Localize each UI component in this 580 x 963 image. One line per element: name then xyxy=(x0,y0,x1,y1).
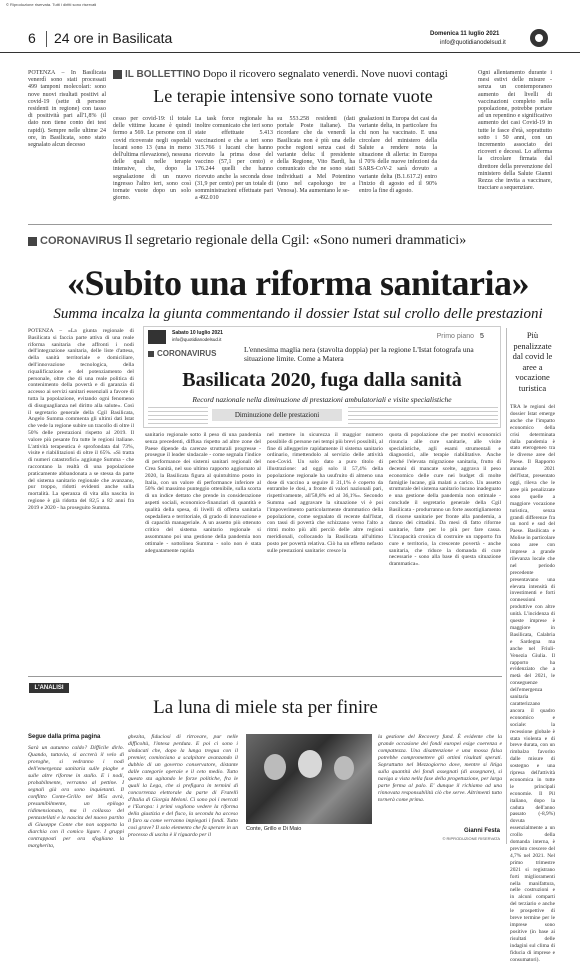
inset-text-block xyxy=(148,407,208,429)
inset-email: info@quotidianodelsud.it xyxy=(172,337,222,342)
article1-col1: POTENZA – In Basilicata venerdì sono stati processati 499 tamponi molecolari: sono nove nuovi risultati positivi al covid-19 (sette di persone residenti in regione) con tasso di positività pari all'1,8% (il dato non tiene conto dei test rapidi). Sempre nelle ultime 24 ore, in Basilicata, sono stato segnalato alcun decesso xyxy=(28,70,106,149)
article1-title: Le terapie intensive sono tornate vuote xyxy=(153,86,433,106)
article3-subhead: Segue dalla prima pagina xyxy=(28,734,101,740)
article2-col3: nel mettere in sicurezza il maggior numero possibile di persone nei tempi più brevi possibili, al fine di alleggerire rapidamente il sistema sanitario ordinario, rimettendolo al servizio delle attività non-Covid. Un solo dato a puro titolo di illustrazione: ad oggi solo il 57,4% della popolazione regionale ha usufruito di almeno una dose di vaccino a seguire il 31,1% è coperto da entrambe le dosi, a fronte di valori nazionali pari, rispettivamente, all'58,8% ed al 36,1%». Secondo Summa «ad aggravare la situazione vi è poi l'impoverimento particolarmente drammatico della popolazione, come segnalato di recente dall'Istat, con tassi di povertà che schizzano verso l'alto a ritmi molto più alti perciò delle altre regioni meridionali, collocando la Basilicata all'ultimo posto per povertà relativa. Ciò ha un effetto nefasto sulle prestazioni sanitarie: cresce la xyxy=(267,432,383,554)
article2-col4: quota di popolazione che per motivi economici rinuncia alle cure sanitarie, alle visite specialistiche, agli esami strumentali e diagnostici, alle terapie riabilitative. Anche perché l'elevata migrazione sanitaria, frutto di decenni di mancate scelte, aggrava il peso economico delle cure nei budget di molte famiglie lucane, già malati a carico. Un assetto strutturale del sistema sanitario lucano inadeguato e una gestione della pandemia non ottimale - conclude il segretario generale della Cgil Basilicata - produrranno un forte assottigliamento di risorse sanitarie per fronte alla pandemia, a danno dei cittadini. Da mesi di fatto riforme sanitarie, fatte per lo più per fare cassa. L'incapacità cronica di costruire un rapporto fra cure e territorio, la crescente povertà - anche sanitaria, che riduce la domanda di cure necessarie - sono alla base di questa situazione drammatica». xyxy=(389,432,501,568)
article2-col2: sanitario regionale sotto il peso di una pandemia senza precedenti, diffusa rispetto ad altre zone del Paese dipende da carenze strutturali progresse - prosegue il leader sindacale - come segnala l'indice di performance dei sistemi sanitari regionali del Crea Sanità, nel suo ultimo rapporto aggiornato al 2020, la Basilicata figura al quintultimo posto in Italia, con un valore di performance inferiore al 50% del massimo punteggio ottenibile, sulla scorta di un indice dettato che prende in considerazione aspetti sociali, economico-finanziari di quantità e qualità della spesa, di livelli di offerta sanitaria ospedaliera e territoriale, di grado di innovazione e di capacità manageriale. A un assetto più ottenuto critico del sistema sanitario regionale si assommano poi una gestione della pandemia non ottimale - sottolinea Summa - solo non è stata adeguatamente rapida xyxy=(145,432,261,554)
sidebar-divider xyxy=(506,328,507,844)
contact-email: info@quotidianodelsud.it xyxy=(440,40,506,46)
article1-kicker xyxy=(113,68,493,82)
article2-kicker xyxy=(28,233,552,251)
analisi-label: L'ANALISI xyxy=(29,683,69,693)
inset-page: 5 xyxy=(480,333,484,340)
article3-author: Gianni Festa xyxy=(463,828,500,834)
article3-col2: ghezita, fiduciosi di ritrovare, pur nelle difficoltà, l'intesa perduta. E poi ci sono i sindacati che, dopo la lunga tregua con il premier, cominciano a scalpitare avanzando il dubbio di un governo conservatore, distante dalle categorie operaie e il ceto medio. Tutto questo sta agitando le forze politiche, fra le quali la Lega, che si prefigura in termini di concorrenza elettorale da parte di Fratelli d'Italia di Giorgia Meloni. Ci sono poi i mercati e l'Europa: i primi vogliono vedere la riforma della giustizia e del fisco, la seconda ha acceso il faro su come verranno impiegati i fondi. Tutto così grave? Il solo elemento che fa sperare in un processo di uscita è il riguardo per il xyxy=(128,734,238,838)
article1-kicker-label: IL BOLLETTINO xyxy=(125,69,201,80)
inset-subtitle: Record nazionale nella diminuzione di prestazioni ambulatoriali e visite specialistiche xyxy=(192,395,452,404)
photo-conte-grillo-dimaio xyxy=(246,734,372,824)
inset-date: Sabato 10 luglio 2021 xyxy=(172,330,223,336)
article2-title: «Subito una riforma sanitaria» xyxy=(66,263,530,303)
side-text: TRA le regioni del dossier Istat emerge anche che l'impatto economico della crisi determinata dalla pandemia è stato eterogeneo tra le diverse aree del Paese. Il Rapporto annuale 2021 dell'Istat, presentato oggi, rileva che le aree più penalizzate sono quelle a maggiore vocazione turistica, senza grandi differenze fra un nord e sud del Paese. Basilicata e Molise in particolare sono aree con imprese a grande rilevanza locale che nel periodo precedente presentavano una elevata intensità di investimenti e forti connessioni produttive con altre unità. L'incidenza di queste imprese è maggiore in Basilicata, Calabria e Sardegna ma anche nel Friuli-Venezia Giulia. Il rapporto ha evidenziato che a metà del 2021, le conseguenze dell'emergenza sanitaria caratterizzano ancora il quadro economico e sociale: la recessione globale è stata violenta e di breve durata, con un rimbalzo favorito dalle misure di sostegno e una ripresa dell'attività economica in tutte le principali economie. Il Pil italiano, dopo la caduta dell'anno passato (-8,9%) dovuta essenzialmente a un crollo della domanda interna, è previsto crescere del 4,7% nel 2021. Nel primo trimestre 2021 si registrano forti miglioramenti nella manifattura, nelle costruzioni e in alcuni comparti del terziario e anche le prospettive di breve termine per le imprese sono positive (in base ai risultati delle indagini sul clima di fiducia di imprese e consumatori). xyxy=(510,404,555,963)
copyright-notice: © Riproduzione riservata. Tutti i diritti sono riservati xyxy=(6,2,97,7)
section-title: 24 ore in Basilicata xyxy=(54,30,173,46)
inset-text-block-right xyxy=(348,407,498,429)
inset-kicker-label: CORONAVIRUS xyxy=(157,349,217,358)
article3-col3: la gestione del Recovery fund. È evidente che la grande occasione dei fondi europei esige coerenza e compattezza. Una disattenzione e una mossa falsa potrebbe compromettere gli ottimi risultati sperati. Soprattutto nel Mezzogiorno dove, mentre si litiga sulla quantità dei fondi assegnati (di assegnare), si naviga a vista nella fase della progettazione, per larga parte ferma al palo. E' dunque il richiamo ad una rinnovata responsabilità ciò che serve. Altrimenti tutto tornerà come prima. xyxy=(378,734,502,803)
photo-caption: Conte, Grillo e Di Maio xyxy=(246,826,302,832)
article3-title: La luna di miele sta per finire xyxy=(153,697,378,718)
side-title: Più penalizzate dal covid le aree a vocazione turistica xyxy=(512,330,553,393)
inset-caption: Diminuzione delle prestazioni xyxy=(212,409,342,421)
inset-title: Basilicata 2020, fuga dalla sanità xyxy=(182,369,462,391)
header-separator xyxy=(46,31,47,47)
newspaper-logo-icon xyxy=(530,29,548,47)
article1-kicker-text: Dopo il ricovero segnalato venerdì. Nove nuovi contagi xyxy=(202,68,448,80)
page-number: 6 xyxy=(28,30,36,46)
article2-kicker-label: CORONAVIRUS xyxy=(40,235,122,247)
inset-clipping xyxy=(143,326,501,428)
article2-col1: POTENZA – «La giunta regionale di Basilicata si faccia parte attiva di una reale riforma sanitaria che affronti i nodi dell'integrazione sanitaria, delle liste d'attesa, della sanità territoriale e domiciliare, dell'innovazione tecnologica, della riqualificazione e del potenziamento del personale, oltre che di una reale politica di contenimento della povertà e di garanzia di accesso ai servizi sanitari essenziali a favore di tutta la popolazione, evitando ogni fenomeno di disuguaglianza nel diritto alla salute». Così il segretario generale della Cgil Basilicata, Angelo Summa commenta gli ultimi dati Istat che vede la regione subire un tracollo di oltre il 50% delle prestazioni rispetto al 2019. Il valore più pesante fra tutte le regioni italiane. L'attività terapeutica è sprofondata dal 73%, visite e riabilitazioni di oltre il 65%. «Si tratta di numeri catastrofici» aggiunge Summa - che raccontano la realtà di una popolazione praticamente abbandonata a se stessa da parte del sistema sanitario regionale che avanzano, pur troppo, ridotti evidenti anche sulla mortalità. La speranza di vita alla nascita in regione è già ridotta del 82,5 a 82 anni fra 2019 e 2020 - ha proseguito Summa. xyxy=(28,328,134,511)
article1-col4: su 553.258 residenti (dati portale Poste italiane). Da ricordare che da venerdì la Basilicata non è più una delle poche regioni senza casi di variante delta: il presidente della Regione, Vito Bardi, ha comunicato che ne sono stati individuati a Mel Potentino (uno nel capoluogo tre a Venosa). Ma aumentano le se- xyxy=(277,116,355,195)
inset-logo-icon xyxy=(148,330,166,344)
header-rule xyxy=(0,52,580,53)
article1-rule xyxy=(28,224,552,225)
inset-section: Primo piano xyxy=(436,333,474,340)
article1-col5: gnalazioni in Europa dei casi da variante delta, in particolare fra chi non ha vaccinato. E una circolare del ministero della Salute a rendere nota la situazione di allerta: in Europa il 70% delle nuove infezioni da SARS-CoV-2 sarà dovuto a variante delta (B.1.617.2) entro l'inizio di agosto ed il 90% entro la fine di agosto. xyxy=(359,116,437,195)
inset-kicker-label-wrap xyxy=(148,349,243,358)
kicker-bar-icon xyxy=(148,351,154,357)
article2-rule xyxy=(28,676,502,677)
issue-date: Domenica 11 luglio 2021 xyxy=(430,31,500,37)
article2-subtitle: Summa incalza la giunta commentando il dossier Istat sul crollo delle prestazioni xyxy=(53,306,543,322)
kicker-bar-icon xyxy=(28,237,37,246)
article3-author-note: © RIPRODUZIONE RISERVATA xyxy=(442,836,500,841)
article1-col6: Ogni allentamento durante i mesi estivi delle misure - senza un contemporaneo aumento dei livelli di vaccinazioni completo nella popolazione, potrebbe portare ad un repentino e significativo aumento dei casi Covid-19 in tutte le fasce d'età, soprattutto sotto i 50 anni, con un incremento associato dei ricoveri e decessi. Lo afferma la circolare firmata dal direttore della prevenzione del ministero della Salute Gianni Rezza che invita a vaccinare, tracciare a sequenziare. xyxy=(478,70,552,192)
kicker-bar-icon xyxy=(113,70,122,79)
article1-col2: cesso per covid-19: il totale delle vittime lucane è quindi fermo a 569. Le persone con il covid ricoverate negli ospedali lucani sono 13 (una in meno dell'ultima rilevazione), nessuna delle quali nelle terapie intensive, che, dopo la segnalazione di un nuovo ingresso l'altro ieri, sono così tornate vuote dopo un solo giorno. xyxy=(113,116,191,202)
article2-kicker-text: Il segretario regionale della Cgil: «Sono numeri drammatici» xyxy=(124,233,467,248)
inset-kicker-text: L'ennesima maglia nera (stavolta doppia) per la regione L'Istat fotografa una situazione limite. Come a Matera xyxy=(244,345,474,363)
article3-col1: Sarà un autunno caldo? Difficile dirlo. Quando, tuttavia, si accrerà il velo di proroghe, si vedranno i nodi dell'emergenza sanitaria sulle piaghe e sulle altre riforme in stallo. E i nodi, probabilmente, verranno al pettine. I segnali già ora sono inquietanti. Il conflitto Conte-Grillo nel M5s avrà, presumibilmente, un epilogo ridimensionato, ma il collasso del pentastellati e la nascita del nuovo partito di Giuseppe Conte che non sopporta la diarchia con il comico ligure. I gruppi contrapposti per ora sfogliano la margherita, xyxy=(28,745,124,849)
article1-col3: La task force regionale ha inoltre comunicato che ieri sono state effettuate 5.413 vaccinazioni e che a ieri sono 315.766 i lucani che hanno ricevuto la prima dose del vaccino (57,1 per cento) e 176.244 quelli che hanno ricevuto anche la seconda dose (31,9 per cento) per un totale di somministrazioni effettuate pari a 492.010 xyxy=(195,116,273,202)
